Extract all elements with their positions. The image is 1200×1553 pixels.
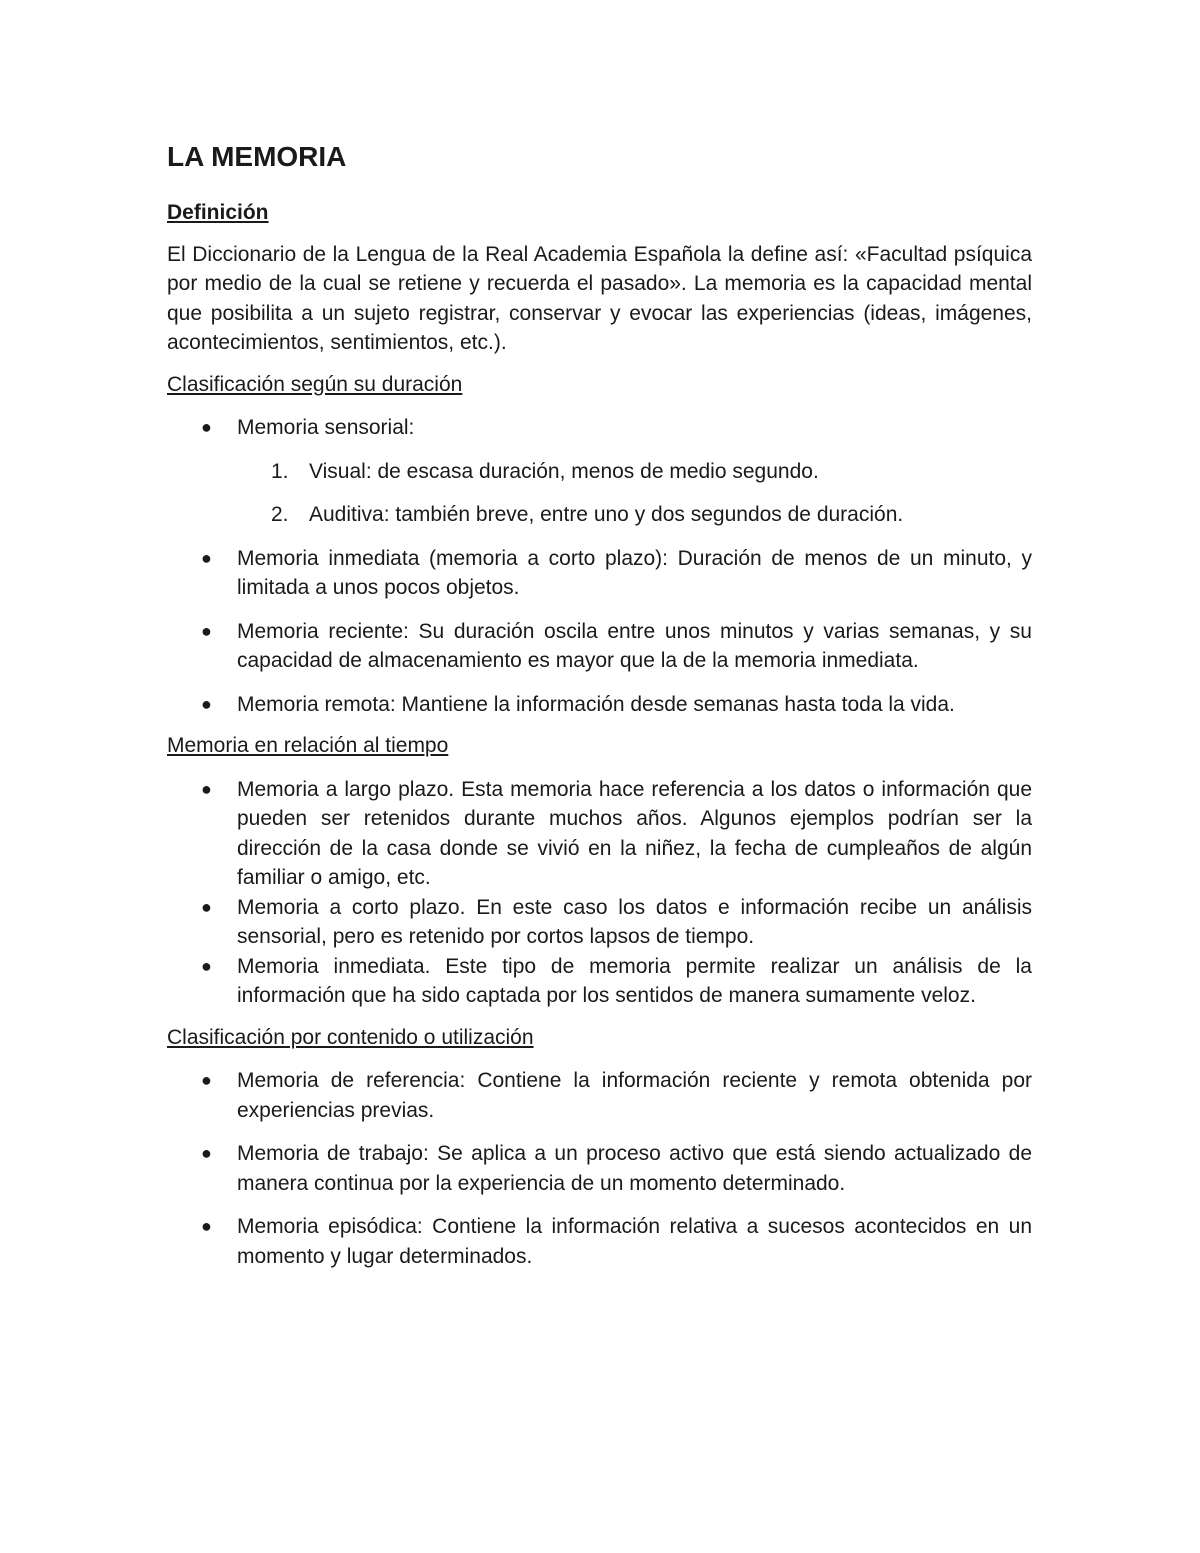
list-item-text: Memoria a largo plazo. Esta memoria hace referencia a los datos o información que pueden ser retenidos durante muchos años. Algunos ejemplos podrían ser la dirección de la casa donde se vivió en la niñez, la fecha de cumpleaños de algún familiar o amigo, etc. xyxy=(237,777,1032,889)
bullet-icon: ● xyxy=(201,778,212,799)
bullet-icon: ● xyxy=(201,547,212,568)
list-item-text: Memoria de referencia: Contiene la información reciente y remota obtenida por experiencias previas. xyxy=(237,1069,1032,1122)
document-title: LA MEMORIA xyxy=(167,141,347,172)
bullet-icon: ● xyxy=(201,955,212,976)
bullet-icon: ● xyxy=(201,417,212,437)
list-item xyxy=(167,544,1032,603)
definition-heading: Definición xyxy=(167,201,269,224)
sublist-number: 2. xyxy=(271,503,289,526)
list-tiempo xyxy=(167,775,1032,1011)
bullet-icon: ● xyxy=(201,1070,212,1090)
bullet-icon: ● xyxy=(201,620,212,641)
bullet-icon: ● xyxy=(201,1143,212,1163)
list-item xyxy=(167,1212,1032,1271)
list-item-text: Memoria inmediata (memoria a corto plazo): Duración de menos de un minuto, y limitada a unos pocos objetos. xyxy=(237,546,1032,599)
list-item xyxy=(167,893,1032,952)
list-item xyxy=(167,1066,1032,1125)
list-item-text: Memoria inmediata. Este tipo de memoria permite realizar un análisis de la información que ha sido captada por los sentidos de manera sumamente veloz. xyxy=(237,954,1032,1007)
bullet-icon: ● xyxy=(201,896,212,917)
list-item xyxy=(167,413,1032,530)
list-item-text: Memoria a corto plazo. En este caso los datos e información recibe un análisis sensorial, pero es retenido por cortos lapsos de tiempo. xyxy=(237,895,1032,948)
list-contenido xyxy=(167,1066,1032,1271)
list-item xyxy=(167,690,1032,720)
sublist-item xyxy=(167,457,1032,487)
list-item-text: Memoria remota: Mantiene la información desde semanas hasta toda la vida. xyxy=(237,692,955,716)
sublist-sensorial xyxy=(237,457,1032,530)
list-item xyxy=(167,617,1032,676)
list-item-text: Memoria sensorial: xyxy=(237,416,415,439)
sublist-number: 1. xyxy=(271,459,289,483)
definition-paragraph: El Diccionario de la Lengua de la Real Academia Española la define así: «Facultad psíquica por medio de la cual se retiene y recuerda el pasado». La memoria es la capacidad mental que posibilita a un sujeto registrar, conservar y evocar las experiencias (ideas, imágenes, acontecimientos, sentimientos, etc.). xyxy=(167,242,1032,354)
list-item xyxy=(167,775,1032,893)
list-item-text: Memoria episódica: Contiene la información relativa a sucesos acontecidos en un momento y lugar determinados. xyxy=(237,1215,1032,1268)
list-item xyxy=(167,952,1032,1011)
sublist-item-text: Auditiva: también breve, entre uno y dos segundos de duración. xyxy=(309,503,904,526)
document-page xyxy=(167,140,1032,1283)
section-heading-contenido: Clasificación por contenido o utilización xyxy=(167,1025,534,1049)
list-duracion xyxy=(167,413,1032,719)
list-item-text: Memoria de trabajo: Se aplica a un proceso activo que está siendo actualizado de manera continua por la experiencia de un momento determinado. xyxy=(237,1142,1032,1195)
list-item-text: Memoria reciente: Su duración oscila entre unos minutos y varias semanas, y su capacidad de almacenamiento es mayor que la de la memoria inmediata. xyxy=(237,619,1032,672)
section-heading-duracion: Clasificación según su duración xyxy=(167,372,463,396)
section-heading-tiempo: Memoria en relación al tiempo xyxy=(167,734,449,757)
bullet-icon: ● xyxy=(201,1216,212,1236)
sublist-item xyxy=(167,500,1032,530)
sublist-item-text: Visual: de escasa duración, menos de medio segundo. xyxy=(309,459,819,483)
list-item xyxy=(167,1139,1032,1198)
bullet-icon: ● xyxy=(201,693,212,714)
